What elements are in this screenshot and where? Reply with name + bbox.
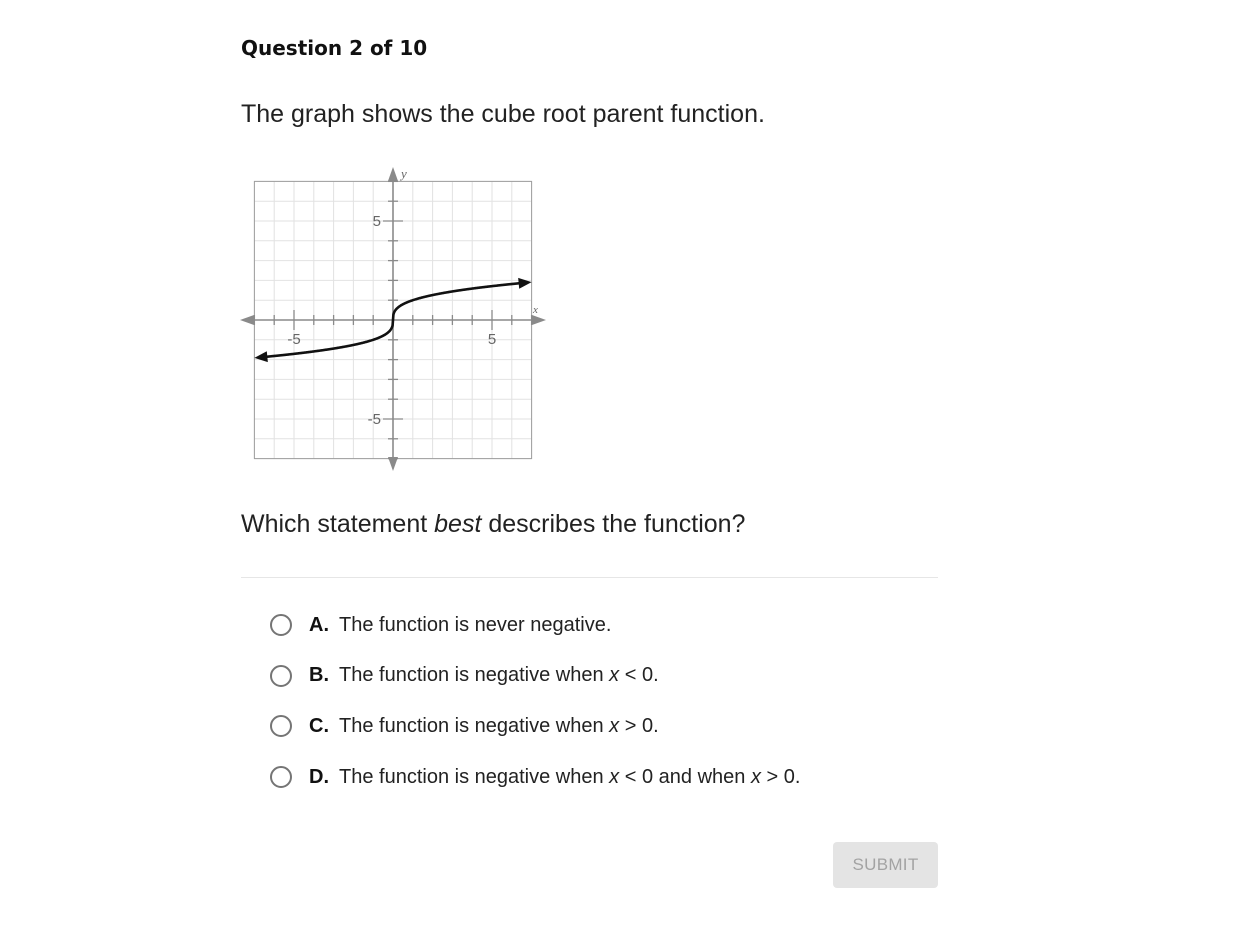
x-axis-arrow-left bbox=[240, 315, 254, 325]
curve-arrow-right bbox=[518, 278, 531, 289]
stem-emphasis: best bbox=[434, 510, 482, 538]
stem-after: describes the function? bbox=[481, 510, 746, 538]
y-tick-label: -5 bbox=[367, 411, 381, 428]
divider bbox=[241, 577, 938, 578]
option-letter: D. bbox=[309, 765, 329, 788]
option-b[interactable] bbox=[270, 657, 800, 695]
x-axis-arrow-right bbox=[532, 315, 546, 325]
question-counter: Question 2 of 10 bbox=[241, 36, 428, 60]
question-prompt: The graph shows the cube root parent function. bbox=[241, 100, 765, 128]
radio-button[interactable] bbox=[270, 715, 292, 737]
option-text: The function is negative when x < 0 and when x > 0. bbox=[339, 765, 801, 788]
x-axis-label: x bbox=[533, 304, 538, 316]
y-axis-arrow-up bbox=[388, 167, 398, 181]
option-text: The function is negative when x > 0. bbox=[339, 714, 659, 737]
cube-root-graph bbox=[236, 163, 556, 478]
radio-button[interactable] bbox=[270, 665, 292, 687]
option-a[interactable] bbox=[270, 606, 800, 644]
y-tick-label: 5 bbox=[372, 213, 381, 230]
question-stem bbox=[241, 510, 745, 539]
option-text: The function is negative when x < 0. bbox=[339, 664, 659, 687]
option-letter: C. bbox=[309, 714, 329, 737]
curve-arrow-left bbox=[254, 351, 267, 362]
x-tick-label: -5 bbox=[287, 331, 301, 348]
radio-button[interactable] bbox=[270, 766, 292, 788]
x-tick-label: 5 bbox=[487, 331, 497, 348]
submit-button[interactable]: SUBMIT bbox=[833, 842, 938, 888]
answer-options bbox=[270, 606, 800, 809]
option-letter: A. bbox=[309, 613, 329, 636]
option-letter: B. bbox=[309, 664, 329, 687]
y-axis-label: y bbox=[401, 166, 407, 181]
option-text: The function is never negative. bbox=[339, 613, 612, 636]
radio-button[interactable] bbox=[270, 614, 292, 636]
option-c[interactable] bbox=[270, 707, 800, 745]
option-d[interactable] bbox=[270, 758, 800, 796]
stem-before: Which statement bbox=[241, 510, 435, 538]
